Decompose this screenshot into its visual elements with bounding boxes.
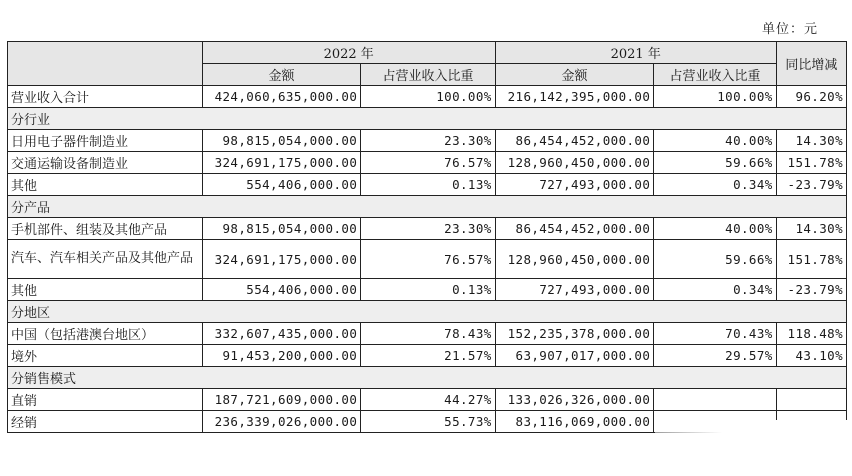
header-amount-2021: 金额 — [495, 64, 654, 86]
table-row — [8, 218, 847, 240]
cell-amount-2022: 332,607,435,000.00 — [202, 323, 361, 345]
cell-amount-2021: 216,142,395,000.00 — [495, 86, 654, 108]
cell-yoy — [776, 389, 846, 411]
cell-ratio-2022: 21.57% — [361, 345, 495, 367]
cell-amount-2022: 324,691,175,000.00 — [202, 240, 361, 279]
section-row-sales-mode — [8, 367, 847, 389]
row-label: 中国（包括港澳台地区） — [8, 323, 203, 345]
cell-yoy: 96.20% — [776, 86, 846, 108]
header-blank — [8, 42, 203, 86]
cell-ratio-2021: 100.00% — [654, 86, 776, 108]
cell-yoy: -23.79% — [776, 174, 846, 196]
cell-amount-2022: 236,339,026,000.00 — [202, 411, 361, 433]
cell-amount-2021: 83,116,069,000.00 — [495, 411, 654, 433]
header-ratio-2022: 占营业收入比重 — [361, 64, 495, 86]
row-label: 其他 — [8, 174, 203, 196]
cell-yoy: 43.10% — [776, 345, 846, 367]
cell-yoy: 14.30% — [776, 130, 846, 152]
table-row-total — [8, 86, 847, 108]
cell-ratio-2022: 100.00% — [361, 86, 495, 108]
header-year-2021: 2021 年 — [495, 42, 776, 64]
cell-amount-2022: 324,691,175,000.00 — [202, 152, 361, 174]
cell-ratio-2022: 78.43% — [361, 323, 495, 345]
unit-label: 单位：元 — [761, 22, 818, 37]
section-title: 分产品 — [8, 196, 847, 218]
section-row-region — [8, 301, 847, 323]
table-row — [8, 240, 847, 279]
cell-ratio-2022: 0.13% — [361, 174, 495, 196]
table-row — [8, 152, 847, 174]
cell-amount-2022: 98,815,054,000.00 — [202, 218, 361, 240]
cell-amount-2022: 554,406,000.00 — [202, 279, 361, 301]
table-row — [8, 174, 847, 196]
header-year-2022: 2022 年 — [202, 42, 495, 64]
cell-ratio-2021: 59.66% — [654, 152, 776, 174]
cell-amount-2021: 727,493,000.00 — [495, 279, 654, 301]
cell-amount-2022: 98,815,054,000.00 — [202, 130, 361, 152]
cell-yoy: -23.79% — [776, 279, 846, 301]
cell-ratio-2022: 44.27% — [361, 389, 495, 411]
obscured-corner — [655, 420, 847, 470]
header-ratio-2021: 占营业收入比重 — [654, 64, 776, 86]
row-label: 境外 — [8, 345, 203, 367]
cell-ratio-2021 — [654, 389, 776, 411]
table-row — [8, 389, 847, 411]
section-row-product — [8, 196, 847, 218]
row-label: 直销 — [8, 389, 203, 411]
header-yoy: 同比增减 — [776, 42, 846, 86]
row-label: 营业收入合计 — [8, 86, 203, 108]
cell-ratio-2021: 70.43% — [654, 323, 776, 345]
header-amount-2022: 金额 — [202, 64, 361, 86]
cell-amount-2021: 86,454,452,000.00 — [495, 218, 654, 240]
cell-amount-2021: 86,454,452,000.00 — [495, 130, 654, 152]
cell-ratio-2022: 55.73% — [361, 411, 495, 433]
section-title: 分销售模式 — [8, 367, 847, 389]
cell-ratio-2021: 0.34% — [654, 174, 776, 196]
section-title: 分地区 — [8, 301, 847, 323]
cell-ratio-2022: 23.30% — [361, 130, 495, 152]
cell-yoy: 118.48% — [776, 323, 846, 345]
table-row — [8, 323, 847, 345]
cell-ratio-2021: 40.00% — [654, 130, 776, 152]
cell-amount-2022: 91,453,200,000.00 — [202, 345, 361, 367]
cell-ratio-2022: 76.57% — [361, 240, 495, 279]
table-row — [8, 345, 847, 367]
cell-ratio-2022: 23.30% — [361, 218, 495, 240]
cell-yoy: 14.30% — [776, 218, 846, 240]
cell-amount-2021: 727,493,000.00 — [495, 174, 654, 196]
cell-yoy: 151.78% — [776, 152, 846, 174]
row-label: 交通运输设备制造业 — [8, 152, 203, 174]
row-label: 手机部件、组装及其他产品 — [8, 218, 203, 240]
row-label: 其他 — [8, 279, 203, 301]
cell-ratio-2021: 40.00% — [654, 218, 776, 240]
cell-amount-2021: 152,235,378,000.00 — [495, 323, 654, 345]
row-label: 日用电子器件制造业 — [8, 130, 203, 152]
cell-ratio-2021: 29.57% — [654, 345, 776, 367]
cell-amount-2021: 128,960,450,000.00 — [495, 240, 654, 279]
cell-amount-2021: 133,026,326,000.00 — [495, 389, 654, 411]
table-row — [8, 279, 847, 301]
row-label: 汽车、汽车相关产品及其他产品 — [8, 240, 203, 279]
cell-amount-2021: 128,960,450,000.00 — [495, 152, 654, 174]
cell-amount-2022: 554,406,000.00 — [202, 174, 361, 196]
revenue-table — [7, 41, 847, 433]
cell-amount-2021: 63,907,017,000.00 — [495, 345, 654, 367]
section-row-industry — [8, 108, 847, 130]
cell-ratio-2021: 0.34% — [654, 279, 776, 301]
section-title: 分行业 — [8, 108, 847, 130]
cell-ratio-2022: 76.57% — [361, 152, 495, 174]
table-row — [8, 130, 847, 152]
cell-amount-2022: 424,060,635,000.00 — [202, 86, 361, 108]
cell-ratio-2021: 59.66% — [654, 240, 776, 279]
cell-ratio-2022: 0.13% — [361, 279, 495, 301]
cell-yoy: 151.78% — [776, 240, 846, 279]
row-label: 经销 — [8, 411, 203, 433]
cell-amount-2022: 187,721,609,000.00 — [202, 389, 361, 411]
